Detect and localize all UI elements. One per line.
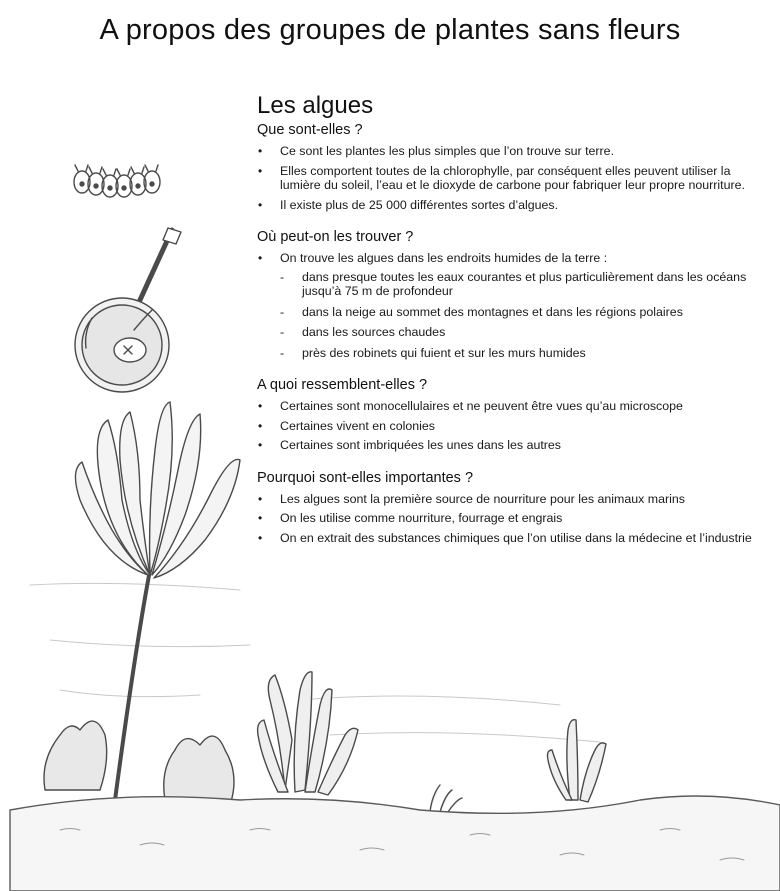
main-heading: Les algues <box>257 92 374 119</box>
section-what-are-they <box>257 122 772 212</box>
water-lines <box>30 583 600 742</box>
bullet-item: • Il existe plus de 25 000 différentes sortes d’algues. <box>257 198 772 213</box>
section-heading: Que sont-elles ? <box>257 122 363 138</box>
sub-item: - dans presque toutes les eaux courantes et plus particulièrement dans les océans jusqu’à 75 m de profondeur <box>280 270 772 299</box>
article-content <box>257 92 772 562</box>
bullet-text: On trouve les algues dans les endroits humides de la terre : <box>280 251 608 265</box>
small-seaweed-icon <box>44 721 234 805</box>
magnifying-glass-icon <box>75 228 181 392</box>
bullet-item: • On en extrait des substances chimiques que l’on utilise dans la médecine et l’industrie <box>257 531 772 546</box>
bullet-item: • Les algues sont la première source de nourriture pour les animaux marins <box>257 492 772 507</box>
section-heading: A quoi ressemblent-elles ? <box>257 377 428 393</box>
section-importance <box>257 470 772 546</box>
page-title: A propos des groupes de plantes sans fleurs <box>99 14 681 46</box>
bullet-item: • Ce sont les plantes les plus simples que l’on trouve sur terre. <box>257 144 772 159</box>
section-heading: Où peut-on les trouver ? <box>257 229 414 245</box>
section-heading: Pourquoi sont-elles importantes ? <box>257 469 474 486</box>
middle-seaweed-icon <box>258 672 358 795</box>
bullet-item: • Certaines vivent en colonies <box>257 419 772 434</box>
sub-item: - près des robinets qui fuient et sur les murs humides <box>280 346 772 361</box>
bullet-item: • Certaines sont monocellulaires et ne peuvent être vues qu’au microscope <box>257 399 772 414</box>
section-appearance <box>257 377 772 453</box>
seabed <box>10 796 780 891</box>
bullet-item: • Elles comportent toutes de la chlorophylle, par conséquent elles peuvent utiliser la lumière du soleil, l’eau et le dioxyde de carbone pour fabriquer leur propre nourriture. <box>257 164 772 193</box>
sub-item: - dans les sources chaudes <box>280 325 772 340</box>
algae-colony-icon <box>74 165 160 197</box>
sub-item: - dans la neige au sommet des montagnes et dans les régions polaires <box>280 305 772 320</box>
section-where-found <box>257 229 772 360</box>
bullet-item: • Certaines sont imbriquées les unes dans les autres <box>257 438 772 453</box>
bullet-item <box>257 251 772 360</box>
bullet-item: • On les utilise comme nourriture, fourrage et engrais <box>257 511 772 526</box>
